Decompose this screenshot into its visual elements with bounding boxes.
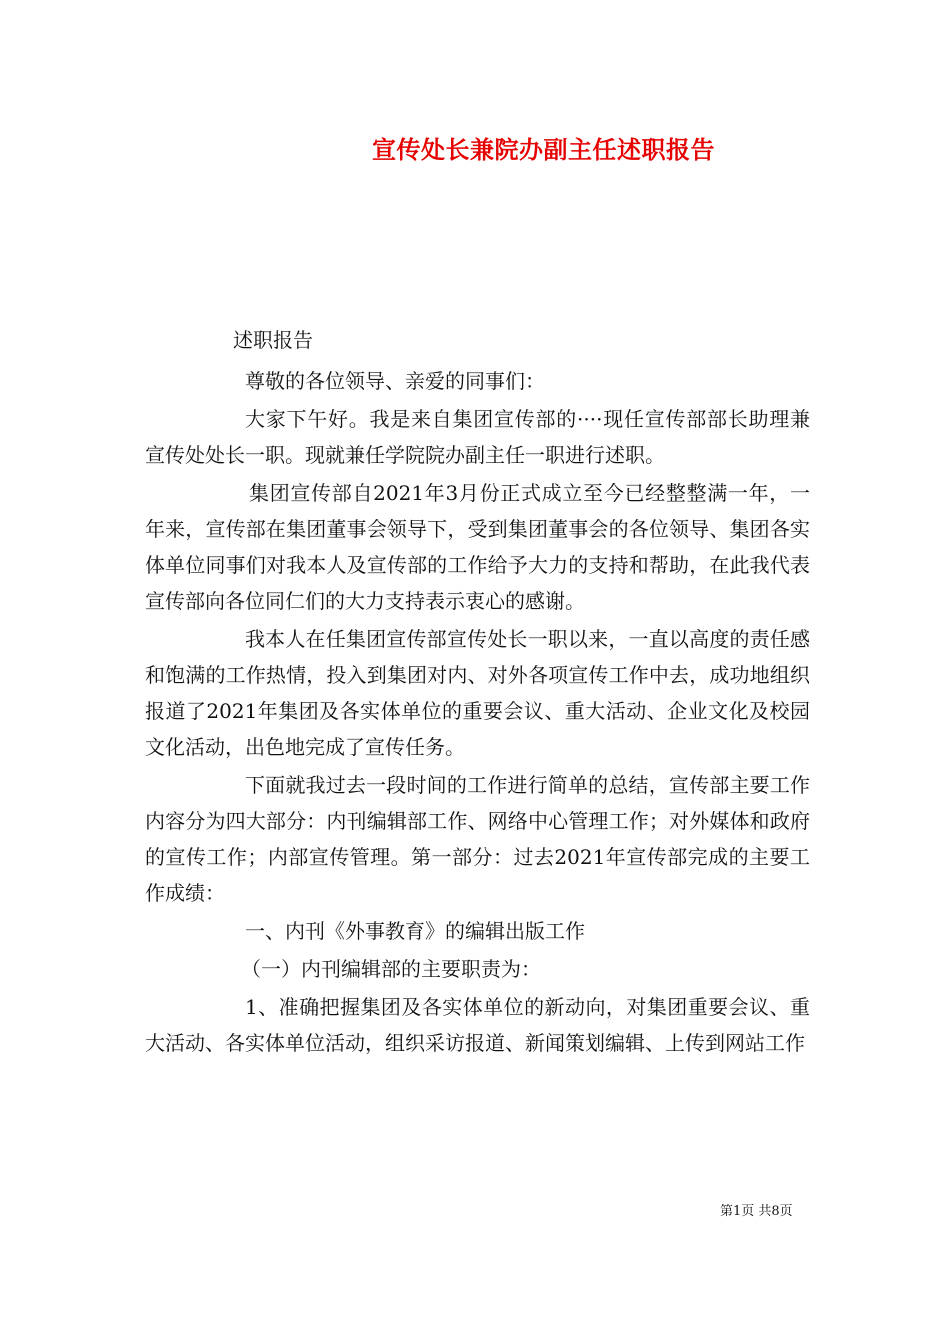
- report-subtitle: 述职报告: [233, 328, 313, 352]
- subsection-heading-1: （一）内刊编辑部的主要职责为：: [241, 957, 541, 981]
- paragraph-intro: 大家下午好。我是来自集团宣传部的····现任宣传部部长助理兼宣传处处长一职。现就兼任学院院办副主任一职进行述职。: [145, 407, 810, 467]
- paragraph-duty: 我本人在任集团宣传部宣传处长一职以来，一直以高度的责任感和饱满的工作热情，投入到集团对内、对外各项宣传工作中去，成功地组织报道了2021年集团及各实体单位的重要会议、重大活动、企业文化及校园文化活动，出色地完成了宣传任务。: [145, 627, 810, 759]
- paragraph-summary: 下面就我过去一段时间的工作进行简单的总结，宣传部主要工作内容分为四大部分：内刊编辑部工作、网络中心管理工作；对外媒体和政府的宣传工作；内部宣传管理。第一部分：过去2021年宣传部完成的主要工作成绩：: [145, 773, 810, 905]
- paragraph-thanks: 集团宣传部自2021年3月份正式成立至今已经整整满一年，一年来，宣传部在集团董事会领导下，受到集团董事会的各位领导、集团各实体单位同事们对我本人及宣传部的工作给予大力的支持和帮助，在此我代表宣传部向各位同仁们的大力支持表示衷心的感谢。: [145, 481, 810, 613]
- paragraph-greeting: 尊敬的各位领导、亲爱的同事们：: [245, 369, 545, 393]
- document-title: 宣传处长兼院办副主任述职报告: [372, 135, 715, 164]
- paragraph-item-1: 1、准确把握集团及各实体单位的新动向，对集团重要会议、重大活动、各实体单位活动，组织采访报道、新闻策划编辑、上传到网站工作: [145, 995, 810, 1055]
- document-body: [145, 363, 810, 1061]
- page-number-footer: 第1页 共8页: [720, 1204, 793, 1219]
- section-heading-1: 一、内刊《外事教育》的编辑出版工作: [245, 919, 585, 943]
